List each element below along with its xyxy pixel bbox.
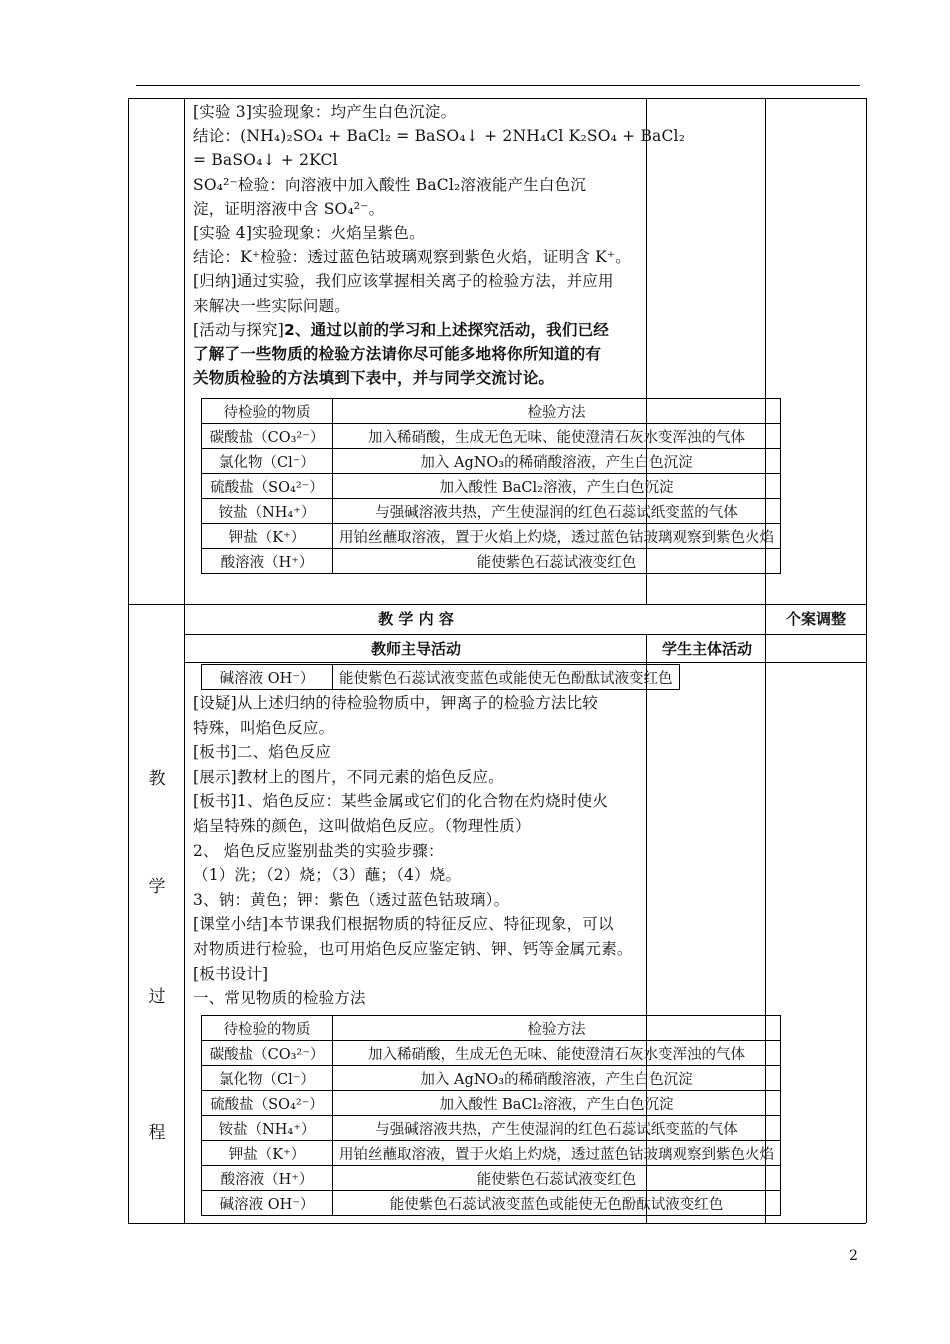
- table-header-cell: 检验方法: [333, 399, 781, 424]
- table-cell: 酸溶液（H⁺）: [202, 549, 333, 574]
- side-char-xue: 学: [148, 877, 166, 897]
- frame-row-split: [128, 604, 866, 605]
- table-cell: 能使紫色石蕊试液变红色: [333, 1166, 781, 1191]
- frame-top: [128, 98, 866, 99]
- table-cell: 用铂丝蘸取溶液，置于火焰上灼烧，透过蓝色钴玻璃观察到紫色火焰: [333, 1141, 781, 1166]
- table-header-cell: 检验方法: [333, 1016, 781, 1041]
- base-row-table: [201, 664, 680, 690]
- table-row: [202, 1091, 781, 1116]
- text-line: [板书]1、焰色反应：某些金属或它们的化合物在灼烧时使火: [193, 792, 609, 811]
- table-cell: 钾盐（K⁺）: [202, 524, 333, 549]
- table-cell: 酸溶液（H⁺）: [202, 1166, 333, 1191]
- page-number: 2: [849, 1248, 858, 1264]
- frame-left: [128, 98, 129, 1223]
- inspection-table-2: [201, 1015, 781, 1216]
- frame-header-split: [184, 634, 866, 635]
- table-cell: 用铂丝蘸取溶液，置于火焰上灼烧，透过蓝色钴玻璃观察到紫色火焰: [333, 524, 781, 549]
- activity-text: 了解了一些物质的检验方法请你尽可能多地将你所知道的有: [193, 345, 602, 363]
- table-cell: 钾盐（K⁺）: [202, 1141, 333, 1166]
- text-line: [实验 3]实验现象：均产生白色沉淀。: [193, 103, 457, 121]
- table-header-row: [202, 1016, 781, 1041]
- table-row: [202, 1041, 781, 1066]
- text-line: [板书设计]: [193, 964, 269, 983]
- frame-header-bottom: [184, 662, 866, 663]
- table-row: [202, 424, 781, 449]
- activity-text: 2、通过以前的学习和上述探究活动，我们已经: [284, 320, 609, 339]
- text-line: [设疑]从上述归纳的待检验物质中，钾离子的检验方法比较: [193, 694, 598, 712]
- table-row: [202, 1166, 781, 1191]
- student-activity-header: 学生主体活动: [661, 640, 752, 658]
- table-cell: 氯化物（Cl⁻）: [202, 1066, 333, 1091]
- table-cell: 碳酸盐（CO₃²⁻）: [202, 1041, 333, 1066]
- table-cell: 碱溶液 OH⁻）: [202, 1191, 333, 1216]
- table-cell: 加入稀硝酸，生成无色无味、能使澄清石灰水变浑浊的气体: [333, 1041, 781, 1066]
- table-cell: 氯化物（Cl⁻）: [202, 449, 333, 474]
- text-line: [展示]教材上的图片，不同元素的焰色反应。: [193, 767, 504, 786]
- table-cell: 加入 AgNO₃的稀硝酸溶液，产生白色沉淀: [333, 449, 781, 474]
- teaching-content-header: 教 学 内 容: [378, 610, 454, 628]
- table-row: [202, 499, 781, 524]
- text-line: [课堂小结]本节课我们根据物质的特征反应、特征现象，可以: [193, 915, 614, 934]
- table-row: [202, 1066, 781, 1091]
- text-line: 2、 焰色反应鉴别盐类的实验步骤：: [193, 841, 444, 860]
- inspection-table-1: [201, 398, 781, 574]
- table-header-cell: 待检验的物质: [202, 399, 333, 424]
- table-row: [202, 1116, 781, 1141]
- table-cell: 加入酸性 BaCl₂溶液，产生白色沉淀: [333, 1091, 781, 1116]
- activity-prefix: [活动与探究]: [193, 320, 284, 339]
- table-cell: 碳酸盐（CO₃²⁻）: [202, 424, 333, 449]
- text-line: 来解决一些实际问题。: [193, 296, 351, 315]
- table-cell: 铵盐（NH₄⁺）: [202, 499, 333, 524]
- side-char-cheng: 程: [148, 1123, 166, 1143]
- table-row: [202, 549, 781, 574]
- text-line: 结论：(NH₄)₂SO₄ + BaCl₂ = BaSO₄↓ + 2NH₄Cl K₂SO₄ + BaCl₂: [193, 127, 686, 146]
- text-line: 一、常见物质的检验方法: [193, 989, 366, 1008]
- table-cell: 加入酸性 BaCl₂溶液，产生白色沉淀: [333, 474, 781, 499]
- table-row: [202, 449, 781, 474]
- case-adjust-header: 个案调整: [785, 610, 846, 628]
- table-cell: 硫酸盐（SO₄²⁻）: [202, 474, 333, 499]
- text-line: [实验 4]实验现象：火焰呈紫色。: [193, 224, 425, 242]
- table-cell: 能使紫色石蕊试液变红色: [333, 549, 781, 574]
- table-cell: 与强碱溶液共热，产生使湿润的红色石蕊试纸变蓝的气体: [333, 499, 781, 524]
- side-char-jiao: 教: [148, 769, 166, 789]
- table-cell: 能使紫色石蕊试液变蓝色或能使无色酚酞试液变红色: [333, 665, 680, 690]
- text-line: = BaSO₄↓ + 2KCl: [193, 151, 338, 170]
- frame-col-side: [184, 98, 185, 1223]
- table-cell: 加入稀硝酸，生成无色无味、能使澄清石灰水变浑浊的气体: [333, 424, 781, 449]
- table-cell: 铵盐（NH₄⁺）: [202, 1116, 333, 1141]
- side-char-guo: 过: [148, 987, 166, 1007]
- table-cell: 加入 AgNO₃的稀硝酸溶液，产生白色沉淀: [333, 1066, 781, 1091]
- text-line: SO₄²⁻检验：向溶液中加入酸性 BaCl₂溶液能产生白色沉: [193, 175, 587, 194]
- text-line: 对物质进行检验，也可用焰色反应鉴定钠、钾、钙等金属元素。: [193, 940, 633, 958]
- frame-bottom: [128, 1223, 866, 1224]
- text-line: 特殊，叫焰色反应。: [193, 718, 335, 737]
- text-line: 焰呈特殊的颜色，这叫做焰色反应。（物理性质）: [193, 817, 531, 835]
- text-line: 结论：K⁺检验：透过蓝色钴玻璃观察到紫色火焰，证明含 K⁺。: [193, 248, 631, 267]
- text-line: （1）洗；（2）烧；（3）蘸；（4）烧。: [193, 866, 462, 885]
- table-row: [202, 1141, 781, 1166]
- table-row: [202, 1191, 781, 1216]
- text-line: 3、钠：黄色；钾：紫色（透过蓝色钴玻璃）。: [193, 890, 510, 909]
- table-cell: 碱溶液 OH⁻）: [202, 665, 333, 690]
- teacher-activity-header: 教师主导活动: [370, 640, 461, 658]
- table-row: [202, 474, 781, 499]
- header-rule: [136, 85, 860, 86]
- table-header-row: [202, 399, 781, 424]
- table-header-cell: 待检验的物质: [202, 1016, 333, 1041]
- table-cell: 硫酸盐（SO₄²⁻）: [202, 1091, 333, 1116]
- text-line: [板书]二、焰色反应: [193, 743, 332, 762]
- table-row: [202, 665, 680, 690]
- table-cell: 能使紫色石蕊试液变蓝色或能使无色酚酞试液变红色: [333, 1191, 781, 1216]
- activity-line: [193, 366, 554, 390]
- table-cell: 与强碱溶液共热，产生使湿润的红色石蕊试纸变蓝的气体: [333, 1116, 781, 1141]
- activity-text: 关物质检验的方法填到下表中，并与同学交流讨论。: [193, 369, 555, 388]
- table-row: [202, 524, 781, 549]
- frame-right: [866, 98, 867, 1223]
- activity-line: [193, 342, 601, 366]
- activity-line: [193, 318, 609, 342]
- text-line: 淀，证明溶液中含 SO₄²⁻。: [193, 199, 385, 218]
- text-line: [归纳]通过实验，我们应该掌握相关离子的检验方法，并应用: [193, 272, 614, 291]
